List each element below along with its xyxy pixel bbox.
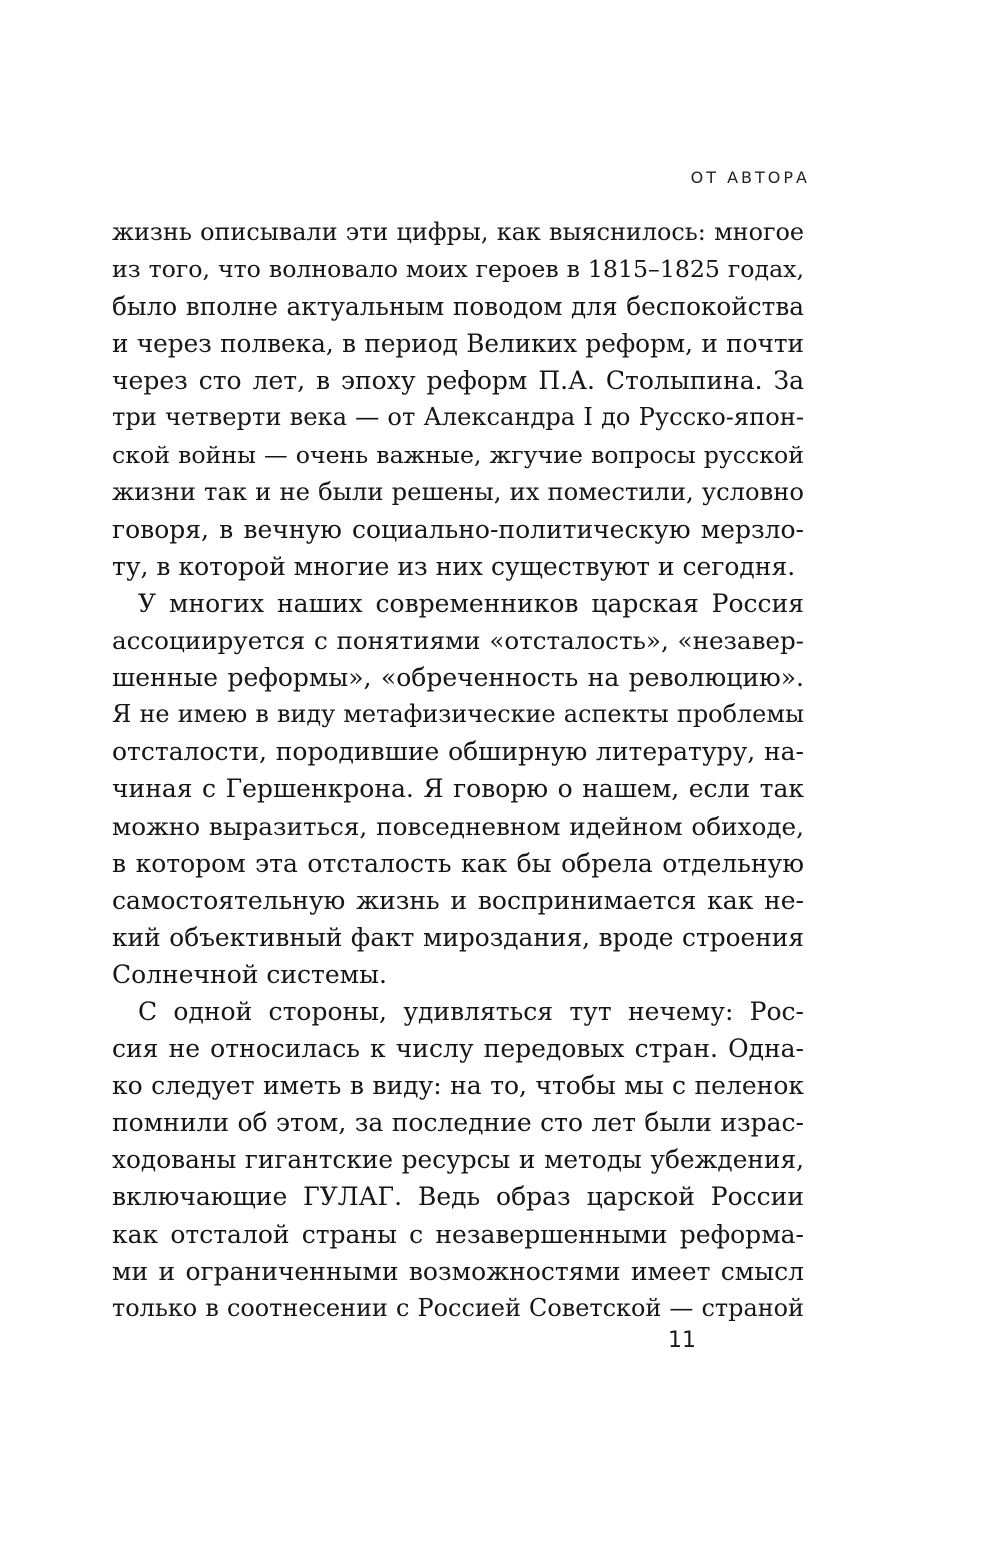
text-line: из того, что волновало моих героев в 1815–1825 годах, (112, 255, 804, 284)
text-line: через сто лет, в эпоху реформ П.А. Столыпина. За (112, 366, 804, 396)
text-line: чиная с Гершенкрона. Я говорю о нашем, если так (112, 774, 804, 804)
text-line: ту, в которой многие из них существуют и сегодня. (112, 551, 796, 581)
paragraph-2 (112, 585, 804, 993)
text-line: ходованы гигантские ресурсы и методы убеждения, (112, 1145, 804, 1175)
text-line: С одной стороны, удивляться тут нечему: Рос- (138, 996, 804, 1026)
text-line: и через полвека, в период Великих реформ, и почти (112, 329, 804, 359)
text-line: жизнь описывали эти цифры, как выяснилось: многое (112, 218, 804, 246)
text-line: Солнечной системы. (112, 959, 387, 989)
text-line: ской войны — очень важные, жгучие вопросы русской (112, 440, 804, 469)
text-line: У многих наших современников царская Россия (138, 588, 804, 618)
text-line: только в соотнесении с Россией Советской — страной (112, 1293, 804, 1322)
text-line: сия не относилась к числу передовых стран. Одна- (112, 1034, 804, 1064)
running-head: ОТ АВТОРА (690, 168, 810, 187)
text-line: было вполне актуальным поводом для беспокойства (112, 292, 804, 322)
text-line: кий объективный факт мироздания, вроде строения (112, 922, 804, 952)
text-line: ко следует иметь в виду: на то, чтобы мы с пеленок (112, 1071, 804, 1101)
text-line: жизни так и не были решены, их поместили, условно (112, 477, 804, 506)
text-line: Я не имею в виду метафизические аспекты проблемы (112, 700, 804, 729)
page-number: 11 (668, 1328, 696, 1353)
text-line: как отсталой страны с незавершенными реформа- (112, 1219, 804, 1249)
text-line: отсталости, породившие обширную литературу, на- (112, 737, 804, 767)
text-line: три четверти века — от Александра I до Русско-япон- (112, 403, 804, 432)
text-line: можно выразиться, повседневном идейном обиходе, (112, 811, 804, 841)
text-line: говоря, в вечную социально-политическую мерзло- (112, 514, 804, 544)
text-line: в котором эта отсталость как бы обрела отдельную (112, 848, 804, 878)
text-line: самостоятельную жизнь и воспринимается как не- (112, 885, 804, 915)
text-line: ассоциируется с понятиями «отсталость», «незавер- (112, 626, 804, 656)
text-line: шенные реформы», «обреченность на революцию». (112, 663, 804, 693)
paragraph-3 (112, 993, 804, 1327)
text-line: включающие ГУЛАГ. Ведь образ царской России (112, 1182, 804, 1212)
text-line: ми и ограниченными возможностями имеет смысл (112, 1256, 804, 1286)
body-text (112, 214, 804, 1327)
paragraph-1 (112, 214, 804, 585)
text-line: помнили об этом, за последние сто лет были израс- (112, 1108, 804, 1138)
